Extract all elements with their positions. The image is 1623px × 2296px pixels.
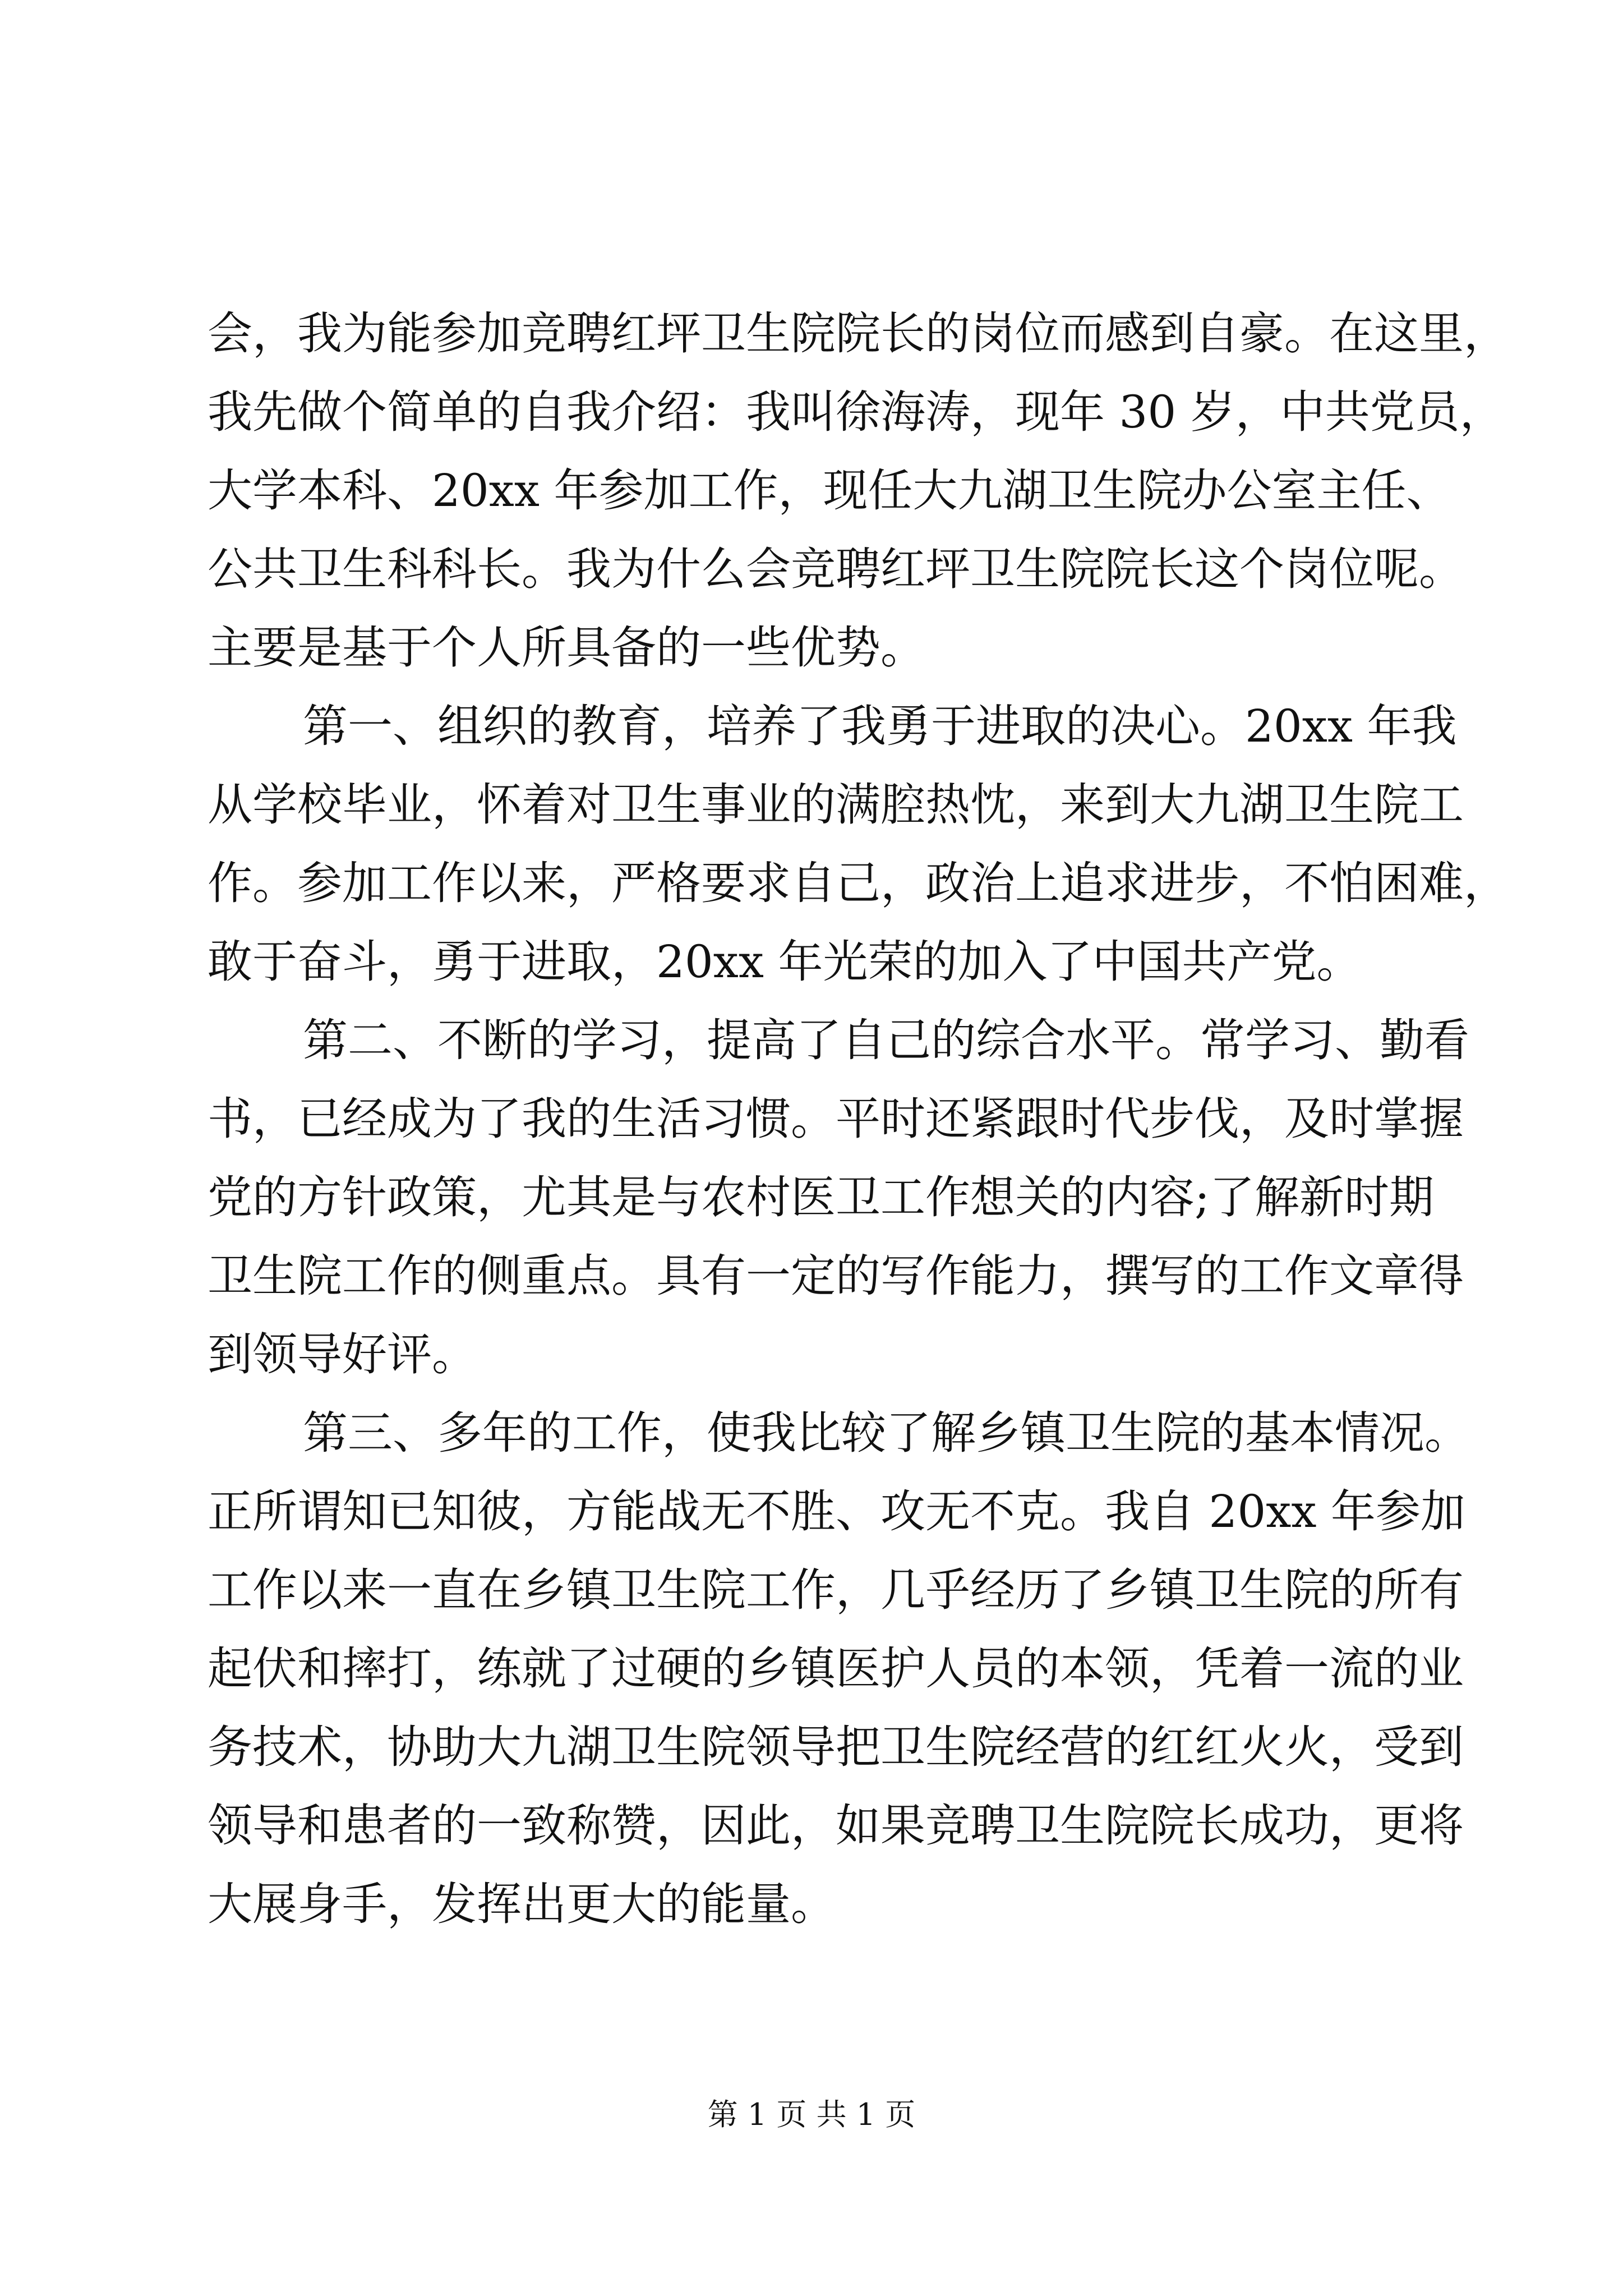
text-line: 会，我为能参加竞聘红坪卫生院院长的岗位而感到自豪。在这里， — [208, 307, 1509, 360]
text-line: 书，已经成为了我的生活习惯。平时还紧跟时代步伐，及时掌握 — [208, 1093, 1464, 1145]
paragraph-first-line: 第三、多年的工作，使我比较了解乡镇卫生院的基本情况。 — [303, 1407, 1469, 1459]
document-body — [208, 295, 1509, 1944]
text-line: 从学校毕业，怀着对卫生事业的满腔热忱，来到大九湖卫生院工 — [208, 779, 1464, 831]
text-line: 主要是基于个人所具备的一些优势。 — [208, 622, 925, 674]
text-line: 到领导好评。 — [208, 1328, 477, 1381]
text-line: 大展身手，发挥出更大的能量。 — [208, 1878, 836, 1930]
text-line: 作。参加工作以来，严格要求自己，政治上追求进步，不怕困难， — [208, 857, 1509, 909]
text-line: 正所谓知已知彼，方能战无不胜、攻无不克。我自 20xx 年参加 — [208, 1485, 1465, 1538]
text-line: 工作以来一直在乡镇卫生院工作，几乎经历了乡镇卫生院的所有 — [208, 1564, 1464, 1616]
text-line: 卫生院工作的侧重点。具有一定的写作能力，撰写的工作文章得 — [208, 1250, 1464, 1302]
paragraph-first-line: 第一、组织的教育，培养了我勇于进取的决心。20xx 年我 — [303, 700, 1457, 752]
text-line: 敢于奋斗，勇于进取，20xx 年光荣的加入了中国共产党。 — [208, 936, 1362, 988]
text-line: 大学本科、20xx 年参加工作，现任大九湖卫生院办公室主任、 — [208, 464, 1451, 517]
text-line: 公共卫生科科长。我为什么会竞聘红坪卫生院院长这个岗位呢。 — [208, 543, 1464, 595]
text-line: 务技术，协助大九湖卫生院领导把卫生院经营的红红火火，受到 — [208, 1721, 1464, 1773]
text-line: 党的方针政策，尤其是与农村医卫工作想关的内容;了解新时期 — [208, 1171, 1434, 1223]
text-line: 领导和患者的一致称赞，因此，如果竞聘卫生院院长成功，更将 — [208, 1800, 1464, 1852]
paragraph-first-line: 第二、不断的学习，提高了自己的综合水平。常学习、勤看 — [303, 1014, 1469, 1066]
text-line: 我先做个简单的自我介绍：我叫徐海涛，现年 30 岁，中共党员， — [208, 386, 1505, 438]
text-line: 起伏和摔打，练就了过硬的乡镇医护人员的本领，凭着一流的业 — [208, 1642, 1464, 1695]
page-number-footer: 第 1 页 共 1 页 — [707, 2097, 916, 2132]
